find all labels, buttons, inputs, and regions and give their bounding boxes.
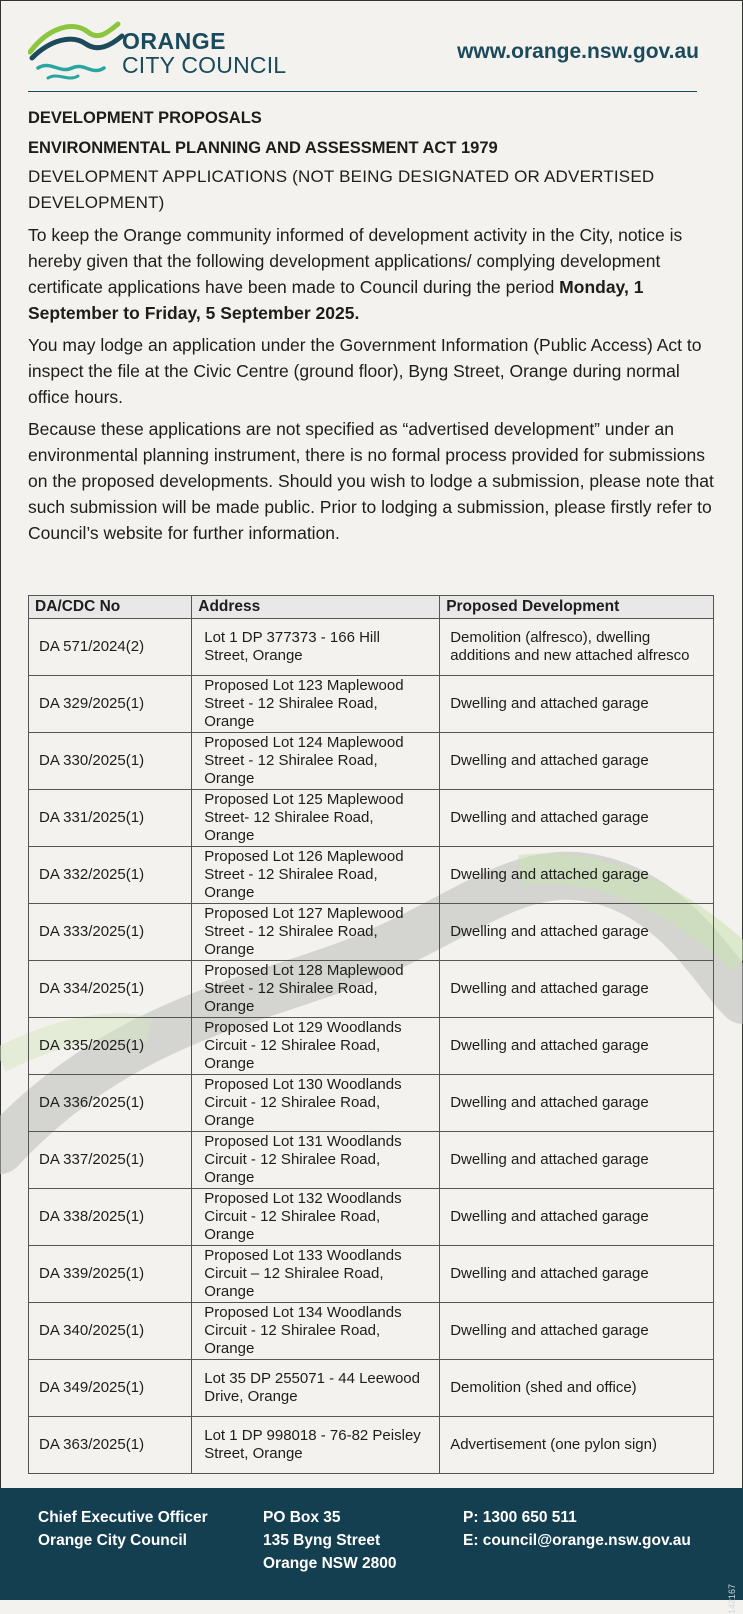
table-row (29, 1246, 714, 1303)
table-row (29, 1360, 714, 1417)
cell-proposed-development: Advertisement (one pylon sign) (440, 1417, 714, 1474)
submission-paragraph: Because these applications are not specified as “advertised development” under an environmental planning instrument, there is no formal process provided for submissions on the proposed developments. Should you wish to lodge a submission, please note that such submission will be made public. Prior to lodging a submission, please firstly refer to Council’s website for further information. (28, 419, 714, 543)
cell-proposed-development: Dwelling and attached garage (440, 1303, 714, 1360)
cell-da-no: DA 335/2025(1) (29, 1018, 192, 1075)
cell-proposed-development: Dwelling and attached garage (440, 1132, 714, 1189)
cell-address: Proposed Lot 134 Woodlands Circuit - 12 Shiralee Road, Orange (192, 1303, 440, 1360)
org-name-line1: ORANGE (122, 28, 226, 54)
table-row (29, 1189, 714, 1246)
cell-da-no: DA 349/2025(1) (29, 1360, 192, 1417)
website-link[interactable]: www.orange.nsw.gov.au (457, 40, 699, 63)
table-row (29, 1075, 714, 1132)
cell-da-no: DA 330/2025(1) (29, 733, 192, 790)
cell-proposed-development: Dwelling and attached garage (440, 1189, 714, 1246)
cell-da-no: DA 329/2025(1) (29, 676, 192, 733)
cell-da-no: DA 363/2025(1) (29, 1417, 192, 1474)
cell-da-no: DA 338/2025(1) (29, 1189, 192, 1246)
footer-suburb: Orange NSW 2800 (263, 1555, 397, 1572)
header-address: Address (192, 596, 440, 619)
cell-address: Proposed Lot 133 Woodlands Circuit – 12 Shiralee Road, Orange (192, 1246, 440, 1303)
notice-title: DEVELOPMENT PROPOSALS (28, 109, 262, 127)
act-title: ENVIRONMENTAL PLANNING AND ASSESSMENT ACT 1979 (28, 139, 498, 157)
table-row (29, 619, 714, 676)
header-proposed-development: Proposed Development (440, 596, 714, 619)
gipa-paragraph: You may lodge an application under the Government Information (Public Access) Act to inspect the file at the Civic Centre (ground floor), Byng Street, Orange during normal office hours. (28, 335, 702, 407)
table-row (29, 1018, 714, 1075)
cell-proposed-development: Dwelling and attached garage (440, 904, 714, 961)
table-row (29, 904, 714, 961)
cell-address: Proposed Lot 127 Maplewood Street - 12 Shiralee Road, Orange (192, 904, 440, 961)
footer-council-name: Orange City Council (38, 1532, 187, 1549)
table-row (29, 1417, 714, 1474)
intro-paragraph (28, 222, 718, 326)
footer-contact (463, 1506, 691, 1552)
cell-da-no: DA 339/2025(1) (29, 1246, 192, 1303)
applications-table (28, 595, 714, 1474)
table-row (29, 847, 714, 904)
header-da-no: DA/CDC No (29, 596, 192, 619)
cell-proposed-development: Demolition (shed and office) (440, 1360, 714, 1417)
footer-street: 135 Byng Street (263, 1532, 381, 1549)
cell-proposed-development: Dwelling and attached garage (440, 790, 714, 847)
cell-da-no: DA 331/2025(1) (29, 790, 192, 847)
footer-officer (38, 1506, 208, 1552)
footer-officer-title: Chief Executive Officer (38, 1509, 208, 1526)
org-name-line2: CITY COUNCIL (122, 52, 287, 78)
table-row (29, 790, 714, 847)
cell-proposed-development: Dwelling and attached garage (440, 733, 714, 790)
cell-proposed-development: Dwelling and attached garage (440, 1075, 714, 1132)
table-row (29, 1132, 714, 1189)
cell-address: Proposed Lot 129 Woodlands Circuit - 12 Shiralee Road, Orange (192, 1018, 440, 1075)
table-header-row (29, 596, 714, 619)
application-type-title: DEVELOPMENT APPLICATIONS (NOT BEING DESIGNATED OR ADVERTISED DEVELOPMENT) (28, 167, 655, 212)
cell-address: Proposed Lot 125 Maplewood Street- 12 Shiralee Road, Orange (192, 790, 440, 847)
cell-da-no: DA 334/2025(1) (29, 961, 192, 1018)
cell-da-no: DA 333/2025(1) (29, 904, 192, 961)
cell-da-no: DA 336/2025(1) (29, 1075, 192, 1132)
cell-address: Proposed Lot 126 Maplewood Street - 12 Shiralee Road, Orange (192, 847, 440, 904)
cell-address: Proposed Lot 130 Woodlands Circuit - 12 Shiralee Road, Orange (192, 1075, 440, 1132)
cell-proposed-development: Dwelling and attached garage (440, 1246, 714, 1303)
footer-email[interactable]: E: council@orange.nsw.gov.au (463, 1532, 691, 1549)
table-row (29, 733, 714, 790)
intro-text: To keep the Orange community informed of development activity in the City, notice is hereby given that the following development applications/ complying development certificate applications have been made to Council during the period (28, 225, 683, 297)
cell-proposed-development: Dwelling and attached garage (440, 676, 714, 733)
cell-da-no: DA 337/2025(1) (29, 1132, 192, 1189)
reference-number: 142167 (727, 1584, 737, 1614)
table-row (29, 676, 714, 733)
cell-proposed-development: Dwelling and attached garage (440, 961, 714, 1018)
cell-address: Lot 1 DP 998018 - 76-82 Peisley Street, Orange (192, 1417, 440, 1474)
footer-po-box: PO Box 35 (263, 1509, 341, 1526)
table-row (29, 1303, 714, 1360)
footer-phone[interactable]: P: 1300 650 511 (463, 1509, 577, 1526)
cell-address: Proposed Lot 128 Maplewood Street - 12 Shiralee Road, Orange (192, 961, 440, 1018)
cell-da-no: DA 340/2025(1) (29, 1303, 192, 1360)
cell-address: Proposed Lot 123 Maplewood Street - 12 Shiralee Road, Orange (192, 676, 440, 733)
header-divider (28, 91, 697, 92)
cell-address: Lot 35 DP 255071 - 44 Leewood Drive, Orange (192, 1360, 440, 1417)
period-dates: Monday, 1 September to Friday, 5 September 2025. (28, 277, 644, 323)
notice-body (28, 106, 718, 546)
cell-proposed-development: Dwelling and attached garage (440, 847, 714, 904)
cell-address: Lot 1 DP 377373 - 166 Hill Street, Orange (192, 619, 440, 676)
footer-address (263, 1506, 397, 1575)
cell-da-no: DA 332/2025(1) (29, 847, 192, 904)
cell-proposed-development: Demolition (alfresco), dwelling additions and new attached alfresco (440, 619, 714, 676)
cell-address: Proposed Lot 124 Maplewood Street - 12 Shiralee Road, Orange (192, 733, 440, 790)
footer-contact-bar (0, 1488, 743, 1614)
cell-address: Proposed Lot 132 Woodlands Circuit - 12 Shiralee Road, Orange (192, 1189, 440, 1246)
table-row (29, 961, 714, 1018)
cell-address: Proposed Lot 131 Woodlands Circuit - 12 Shiralee Road, Orange (192, 1132, 440, 1189)
cell-proposed-development: Dwelling and attached garage (440, 1018, 714, 1075)
cell-da-no: DA 571/2024(2) (29, 619, 192, 676)
